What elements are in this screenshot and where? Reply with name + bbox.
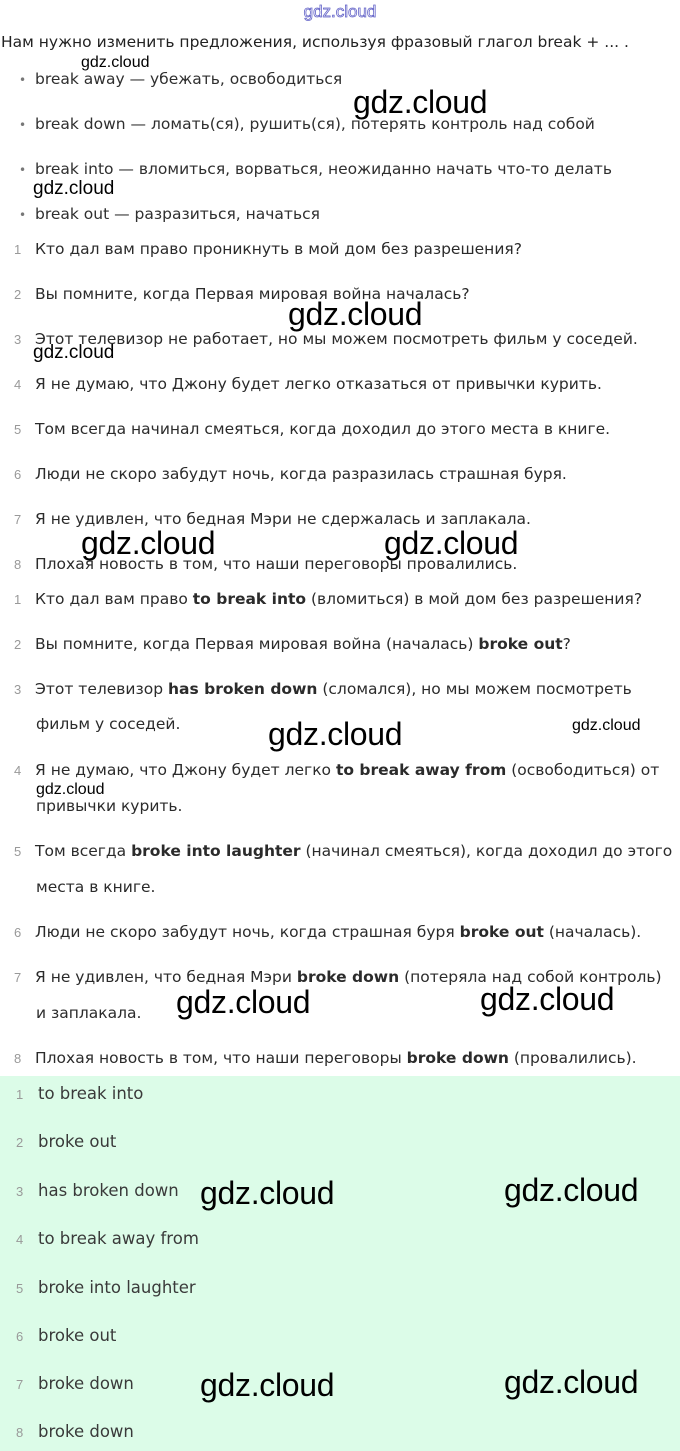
bullet-icon: • bbox=[19, 208, 27, 222]
answer-text: has broken down bbox=[38, 1181, 179, 1200]
solution-text-post: (потеряла над собой контроль) bbox=[399, 968, 662, 986]
question-row bbox=[14, 375, 602, 393]
solution-continuation: привычки курить. bbox=[36, 797, 183, 815]
answer-row bbox=[16, 1278, 196, 1297]
solution-text-post: (вломиться) в мой дом без разрешения? bbox=[306, 590, 643, 608]
solution-text-pre: Этот телевизор bbox=[35, 680, 168, 698]
row-number: 3 bbox=[16, 1184, 24, 1199]
row-number: 1 bbox=[14, 592, 22, 607]
solution-text-post: (начинал смеяться), когда доходил до этого bbox=[300, 842, 673, 860]
row-number: 7 bbox=[16, 1377, 24, 1392]
solution-phrasal-verb: to break into bbox=[192, 590, 307, 608]
answer-row bbox=[16, 1422, 134, 1441]
definition-text: break down — ломать(ся), рушить(ся), потерять контроль над собой bbox=[35, 115, 595, 133]
solution-phrasal-verb: broke down bbox=[406, 1049, 509, 1067]
row-number: 1 bbox=[14, 242, 22, 257]
answer-text: broke down bbox=[38, 1422, 134, 1441]
question-text: Люди не скоро забудут ночь, когда разразилась страшная буря. bbox=[35, 465, 567, 483]
watermark: gdz.cloud bbox=[504, 1364, 639, 1400]
row-number: 8 bbox=[14, 1051, 22, 1066]
solution-row bbox=[14, 1049, 637, 1067]
solution-text-pre: Том всегда bbox=[35, 842, 132, 860]
answer-row bbox=[16, 1229, 199, 1248]
solution-row bbox=[14, 680, 632, 698]
solution-phrasal-verb: broke out bbox=[459, 923, 544, 941]
row-number: 4 bbox=[16, 1232, 24, 1247]
solution-text-post: ? bbox=[562, 635, 571, 653]
row-number: 2 bbox=[14, 287, 22, 302]
solution-phrasal-verb: has broken down bbox=[168, 680, 318, 698]
question-text: Я не думаю, что Джону будет легко отказаться от привычки курить. bbox=[35, 375, 602, 393]
bullet-icon: • bbox=[19, 118, 27, 132]
watermark: gdz.cloud bbox=[33, 178, 115, 199]
question-text: Кто дал вам право проникнуть в мой дом без разрешения? bbox=[35, 240, 522, 258]
watermark: gdz.cloud bbox=[353, 84, 488, 120]
answer-row bbox=[16, 1084, 143, 1103]
answer-text: to break into bbox=[38, 1084, 144, 1103]
solution-text-pre: Плохая новость в том, что наши переговоры bbox=[35, 1049, 407, 1067]
question-text: Вы помните, когда Первая мировая война началась? bbox=[35, 285, 470, 303]
solution-row bbox=[14, 842, 672, 860]
answer-row bbox=[16, 1132, 116, 1151]
row-number: 5 bbox=[16, 1281, 24, 1296]
solution-text-post: (провалились). bbox=[508, 1049, 637, 1067]
bullet-icon: • bbox=[19, 163, 27, 177]
solution-text-pre: Кто дал вам право bbox=[35, 590, 193, 608]
question-text: Этот телевизор не работает, но мы можем посмотреть фильм у соседей. bbox=[35, 330, 638, 348]
bullet-icon: • bbox=[19, 73, 27, 87]
watermark: gdz.cloud bbox=[384, 525, 519, 561]
watermark: gdz.cloud bbox=[81, 54, 150, 71]
solution-row bbox=[14, 761, 659, 779]
solution-text-post: (освободиться) от bbox=[506, 761, 660, 779]
watermark: gdz.cloud bbox=[480, 981, 615, 1017]
solution-text-post: (сломался), но мы можем посмотреть bbox=[317, 680, 632, 698]
watermark: gdz.cloud bbox=[200, 1367, 335, 1403]
solution-text-pre: Вы помните, когда Первая мировая война (началась) bbox=[35, 635, 479, 653]
solution-text-pre: Я не удивлен, что бедная Мэри bbox=[35, 968, 297, 986]
row-number: 6 bbox=[14, 925, 22, 940]
row-number: 7 bbox=[14, 970, 22, 985]
row-number: 4 bbox=[14, 377, 22, 392]
row-number: 4 bbox=[14, 763, 22, 778]
question-row bbox=[14, 240, 522, 258]
answer-text: to break away from bbox=[38, 1229, 199, 1248]
solution-row bbox=[14, 923, 641, 941]
answer-row bbox=[16, 1181, 179, 1200]
solution-continuation: и заплакала. bbox=[36, 1004, 142, 1022]
question-row bbox=[14, 420, 610, 438]
watermark: gdz.cloud bbox=[200, 1175, 335, 1211]
definition-text: break away — убежать, освободиться bbox=[35, 70, 343, 88]
row-number: 6 bbox=[16, 1329, 24, 1344]
row-number: 3 bbox=[14, 682, 22, 697]
solution-row bbox=[14, 590, 642, 608]
watermark: gdz.cloud bbox=[33, 342, 115, 363]
task-intro: Нам нужно изменить предложения, используя фразовый глагол break + ... . bbox=[1, 33, 629, 51]
definition-text: break into — вломиться, ворваться, неожиданно начать что-то делать bbox=[35, 160, 612, 178]
answer-text: broke into laughter bbox=[38, 1278, 196, 1297]
solution-phrasal-verb: broke down bbox=[296, 968, 400, 986]
row-number: 3 bbox=[14, 332, 22, 347]
solution-phrasal-verb: broke out bbox=[478, 635, 563, 653]
site-logo-header[interactable]: gdz.cloud bbox=[303, 2, 377, 21]
answer-text: broke out bbox=[38, 1326, 117, 1345]
row-number: 1 bbox=[16, 1087, 24, 1102]
solution-text-post: (началась). bbox=[543, 923, 642, 941]
row-number: 2 bbox=[14, 637, 22, 652]
row-number: 5 bbox=[14, 422, 22, 437]
question-text: Я не удивлен, что бедная Мэри не сдержалась и заплакала. bbox=[35, 510, 531, 528]
answer-row bbox=[16, 1326, 116, 1345]
answer-text: broke down bbox=[38, 1374, 134, 1393]
answer-row bbox=[16, 1374, 134, 1393]
definition-text: break out — разразиться, начаться bbox=[35, 205, 320, 223]
definition-item bbox=[19, 115, 595, 133]
solution-text-pre: Люди не скоро забудут ночь, когда страшная буря bbox=[35, 923, 460, 941]
definition-item bbox=[19, 205, 320, 223]
watermark: gdz.cloud bbox=[572, 717, 641, 734]
row-number: 8 bbox=[16, 1425, 24, 1440]
watermark: gdz.cloud bbox=[268, 716, 403, 752]
row-number: 8 bbox=[14, 557, 22, 572]
solution-phrasal-verb: to break away from bbox=[335, 761, 507, 779]
watermark: gdz.cloud bbox=[288, 296, 423, 332]
question-text: Том всегда начинал смеяться, когда доходил до этого места в книге. bbox=[35, 420, 611, 438]
definition-item bbox=[19, 160, 612, 178]
row-number: 5 bbox=[14, 844, 22, 859]
solution-continuation: фильм у соседей. bbox=[36, 715, 181, 733]
solution-phrasal-verb: broke into laughter bbox=[131, 842, 301, 860]
row-number: 7 bbox=[14, 512, 22, 527]
answer-text: broke out bbox=[38, 1132, 117, 1151]
definition-item bbox=[19, 70, 342, 88]
watermark: gdz.cloud bbox=[504, 1172, 639, 1208]
row-number: 2 bbox=[16, 1135, 24, 1150]
question-row bbox=[14, 465, 567, 483]
watermark: gdz.cloud bbox=[81, 525, 216, 561]
watermark: gdz.cloud bbox=[176, 984, 311, 1020]
watermark: gdz.cloud bbox=[36, 781, 105, 798]
solution-continuation: места в книге. bbox=[36, 878, 156, 896]
row-number: 6 bbox=[14, 467, 22, 482]
solution-row bbox=[14, 635, 571, 653]
solution-text-pre: Я не думаю, что Джону будет легко bbox=[35, 761, 336, 779]
question-text: Плохая новость в том, что наши переговоры провалились. bbox=[35, 555, 518, 573]
